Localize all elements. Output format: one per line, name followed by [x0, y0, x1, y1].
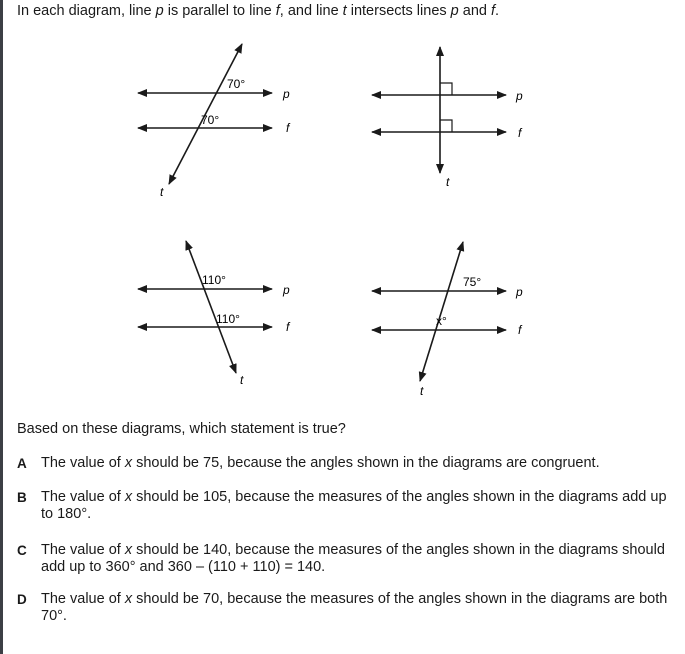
- label-f: f: [286, 121, 290, 135]
- angle-label: 110°: [216, 312, 240, 326]
- choice-text: The value of x should be 75, because the angles shown in the diagrams are congruent.: [41, 455, 600, 471]
- intro-text: In each diagram, line p is parallel to line f, and line t intersects lines p and f.: [17, 3, 500, 19]
- choice-text: The value of x should be 105, because the measures of the angles shown in the diagrams add up to 180°.: [41, 489, 667, 522]
- diagram-1: [138, 44, 291, 199]
- label-f: f: [518, 323, 522, 337]
- label-t: t: [240, 373, 244, 387]
- choice-text: The value of x should be 70, because the measures of the angles shown in the diagrams are both 70°.: [41, 591, 668, 624]
- line-t: [186, 241, 236, 373]
- question-text: Based on these diagrams, which statement is true?: [17, 421, 346, 437]
- label-p: p: [283, 87, 290, 101]
- angle-label: x°: [436, 314, 447, 328]
- choice-letter: D: [17, 592, 27, 607]
- line-t: [420, 242, 463, 381]
- choice-letter: C: [17, 543, 27, 558]
- choice-text: The value of x should be 140, because the measures of the angles shown in the diagrams should add up to 360° and 360 – (110 + 110) = 140.: [41, 542, 665, 575]
- right-angle-mark: [440, 120, 452, 132]
- angle-label: 70°: [227, 77, 246, 91]
- choice-letter: B: [17, 490, 27, 505]
- diagram-2: [372, 47, 523, 189]
- label-f: f: [518, 126, 522, 140]
- label-p: p: [516, 89, 523, 103]
- right-angle-mark: [440, 83, 452, 95]
- diagram-4: [372, 242, 523, 398]
- diagram-3: [138, 241, 291, 387]
- angle-label: 70°: [201, 113, 220, 127]
- label-p: p: [283, 283, 290, 297]
- angle-label: 110°: [202, 273, 226, 287]
- label-t: t: [160, 185, 164, 199]
- choice-letter: A: [17, 456, 27, 471]
- label-p: p: [516, 285, 523, 299]
- angle-label: 75°: [463, 275, 482, 289]
- label-f: f: [286, 320, 290, 334]
- label-t: t: [446, 175, 450, 189]
- label-t: t: [420, 384, 424, 398]
